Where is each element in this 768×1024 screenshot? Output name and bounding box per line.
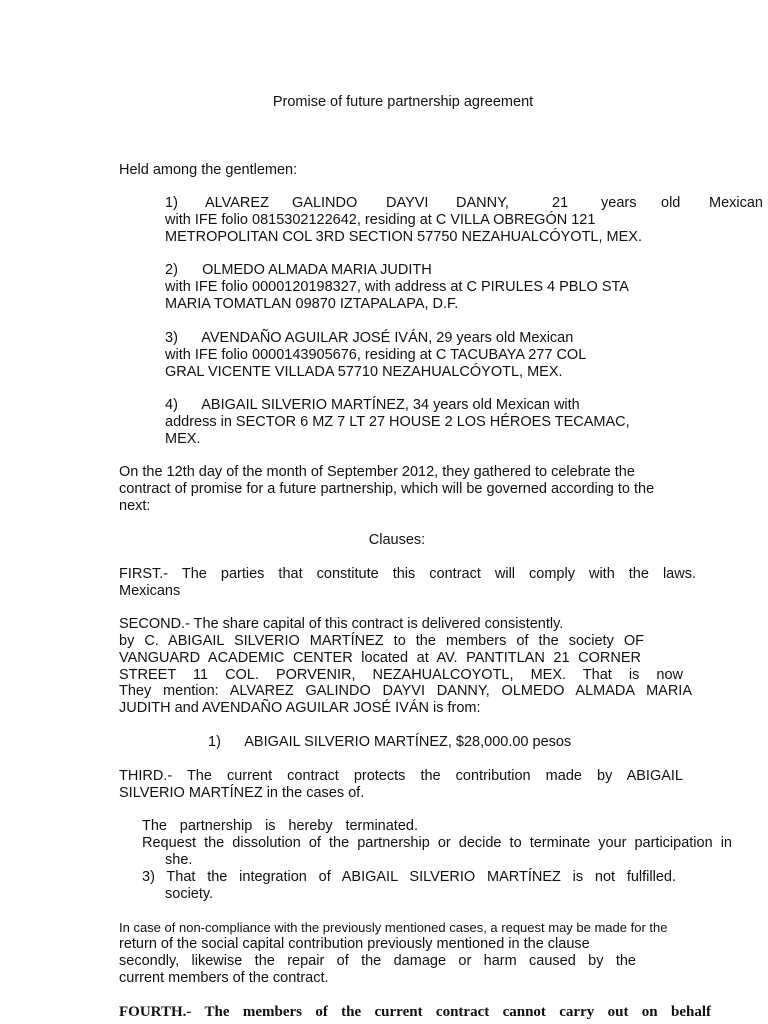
gathering-line-1: On the 12th day of the month of September 2012, they gathered to celebrate the <box>119 464 635 480</box>
contribution-item: 1) ABIGAIL SILVERIO MARTÍNEZ, $28,000.00 pesos <box>208 734 572 750</box>
case-line-1: The partnership is hereby terminated. <box>142 818 418 834</box>
second-line-2: by C. ABIGAIL SILVERIO MARTÍNEZ to the members of the society OF <box>119 633 644 649</box>
party-2-line-2: with IFE folio 0000120198327, with address at C PIRULES 4 PBLO STA <box>165 279 629 295</box>
party-4-line-1: 4) ABIGAIL SILVERIO MARTÍNEZ, 34 years old Mexican with <box>165 397 580 413</box>
party-3-line-3: GRAL VICENTE VILLADA 57710 NEZAHUALCÓYOTL, MEX. <box>165 364 563 380</box>
third-line-1: THIRD.- The current contract protects the contribution made by ABIGAIL <box>119 768 683 784</box>
party-1-line-2: with IFE folio 0815302122642, residing at C VILLA OBREGÓN 121 <box>165 212 596 228</box>
gathering-line-2: contract of promise for a future partnership, which will be governed according to the <box>119 481 655 497</box>
first-line-1: FIRST.- The parties that constitute this contract will comply with the laws. <box>119 566 696 582</box>
gathering-line-3: next: <box>119 498 151 514</box>
case-line-4: 3) That the integration of ABIGAIL SILVERIO MARTÍNEZ is not fulfilled. <box>142 869 676 885</box>
party-2-line-3: MARIA TOMATLAN 09870 IZTAPALAPA, D.F. <box>165 296 459 312</box>
case-line-3: she. <box>165 852 193 868</box>
party-3-line-1: 3) AVENDAÑO AGUILAR JOSÉ IVÁN, 29 years old Mexican <box>165 330 574 346</box>
party-4-line-2: address in SECTOR 6 MZ 7 LT 27 HOUSE 2 LOS HÉROES TECAMAC, <box>165 414 630 430</box>
first-line-2: Mexicans <box>119 583 181 599</box>
intro-text: Held among the gentlemen: <box>119 162 298 178</box>
noncompliance-line-2: return of the social capital contribution previously mentioned in the clause <box>119 936 590 952</box>
third-line-2: SILVERIO MARTÍNEZ in the cases of. <box>119 785 365 801</box>
second-line-6: JUDITH and AVENDAÑO AGUILAR JOSÉ IVÁN is from: <box>119 700 481 716</box>
party-1-line-3: METROPOLITAN COL 3RD SECTION 57750 NEZAHUALCÓYOTL, MEX. <box>165 229 642 245</box>
party-3-line-2: with IFE folio 0000143905676, residing at C TACUBAYA 277 COL <box>165 347 587 363</box>
noncompliance-line-4: current members of the contract. <box>119 970 329 986</box>
second-line-5: They mention: ALVAREZ GALINDO DAYVI DANNY, OLMEDO ALMADA MARIA <box>119 683 692 699</box>
noncompliance-line-1: In case of non-compliance with the previously mentioned cases, a request may be made for the <box>119 920 668 935</box>
second-line-1: SECOND.- The share capital of this contract is delivered consistently. <box>119 616 564 632</box>
case-line-5: society. <box>165 886 214 902</box>
second-line-3: VANGUARD ACADEMIC CENTER located at AV. PANTITLAN 21 CORNER <box>119 650 641 666</box>
noncompliance-line-3: secondly, likewise the repair of the damage or harm caused by the <box>119 953 636 969</box>
case-line-2: Request the dissolution of the partnership or decide to terminate your participation in <box>142 835 732 851</box>
second-line-4: STREET 11 COL. PORVENIR, NEZAHUALCOYOTL, MEX. That is now <box>119 667 683 683</box>
party-4-line-3: MEX. <box>165 431 201 447</box>
party-2-line-1: 2) OLMEDO ALMADA MARIA JUDITH <box>165 262 432 278</box>
clauses-heading: Clauses: <box>368 532 426 548</box>
clause-fourth: FOURTH.- The members of the current contract cannot carry out on behalf <box>119 1004 711 1020</box>
document-page: Promise of future partnership agreement Held among the gentlemen: 1) ALVAREZ GALINDO DAYVI DANNY, 21 years old Mexican with IFE folio 0815302122642, residing at C VILLA OBREGÓN 121 METROPOLITAN COL 3RD SECTION 57750 NEZAHUALCÓYOTL, MEX. 2) OLMEDO ALMADA MARIA JUDITH with IFE folio 0000120198327, with address at C PIRULES 4 PBLO STA MARIA TOMATLAN 09870 IZTAPALAPA, D.F. 3) AVENDAÑO AGUILAR JOSÉ IVÁN, 29 years old Mexican with IFE folio 0000143905676, residing at C TACUBAYA 277 COL GRAL VICENTE VILLADA 57710 NEZAHUALCÓYOTL, MEX. 4) ABIGAIL SILVERIO MARTÍNEZ, 34 years old Mexican with address in SECTOR 6 MZ 7 LT 27 HOUSE 2 LOS HÉROES TECAMAC, MEX. On the 12th day of the month of September 2012, they gathered to celebrate the contract of promise for a future partnership, which will be governed according to the next: Clauses: FIRST.- The parties that constitute this contract will comply with the laws. Mexicans SECOND.- The share capital of this contract is delivered consistently. by C. ABIGAIL SILVERIO MARTÍNEZ to the members of the society OF VANGUARD ACADEMIC CENTER located at AV. PANTITLAN 21 CORNER STREET 11 COL. PORVENIR, NEZAHUALCOYOTL, MEX. That is now They mention: ALVAREZ GALINDO DAYVI DANNY, OLMEDO ALMADA MARIA JUDITH and AVENDAÑO AGUILAR JOSÉ IVÁN is from: 1) ABIGAIL SILVERIO MARTÍNEZ, $28,000.00 pesos THIRD.- The current contract protects the contribution made by ABIGAIL SILVERIO MARTÍNEZ in the cases of. The partnership is hereby terminated. Request the dissolution of the partnership or decide to terminate your participation in she. 3) That the integration of ABIGAIL SILVERIO MARTÍNEZ is not fulfilled. society. In case of non-compliance with the previously mentioned cases, a request may be made for the return of the social capital contribution previously mentioned in the clause secondly, likewise the repair of the damage or harm caused by the current members of the contract. FOURTH.- The members of the current contract cannot carry out on behalf <box>0 0 768 1024</box>
document-title: Promise of future partnership agreement <box>272 94 534 110</box>
